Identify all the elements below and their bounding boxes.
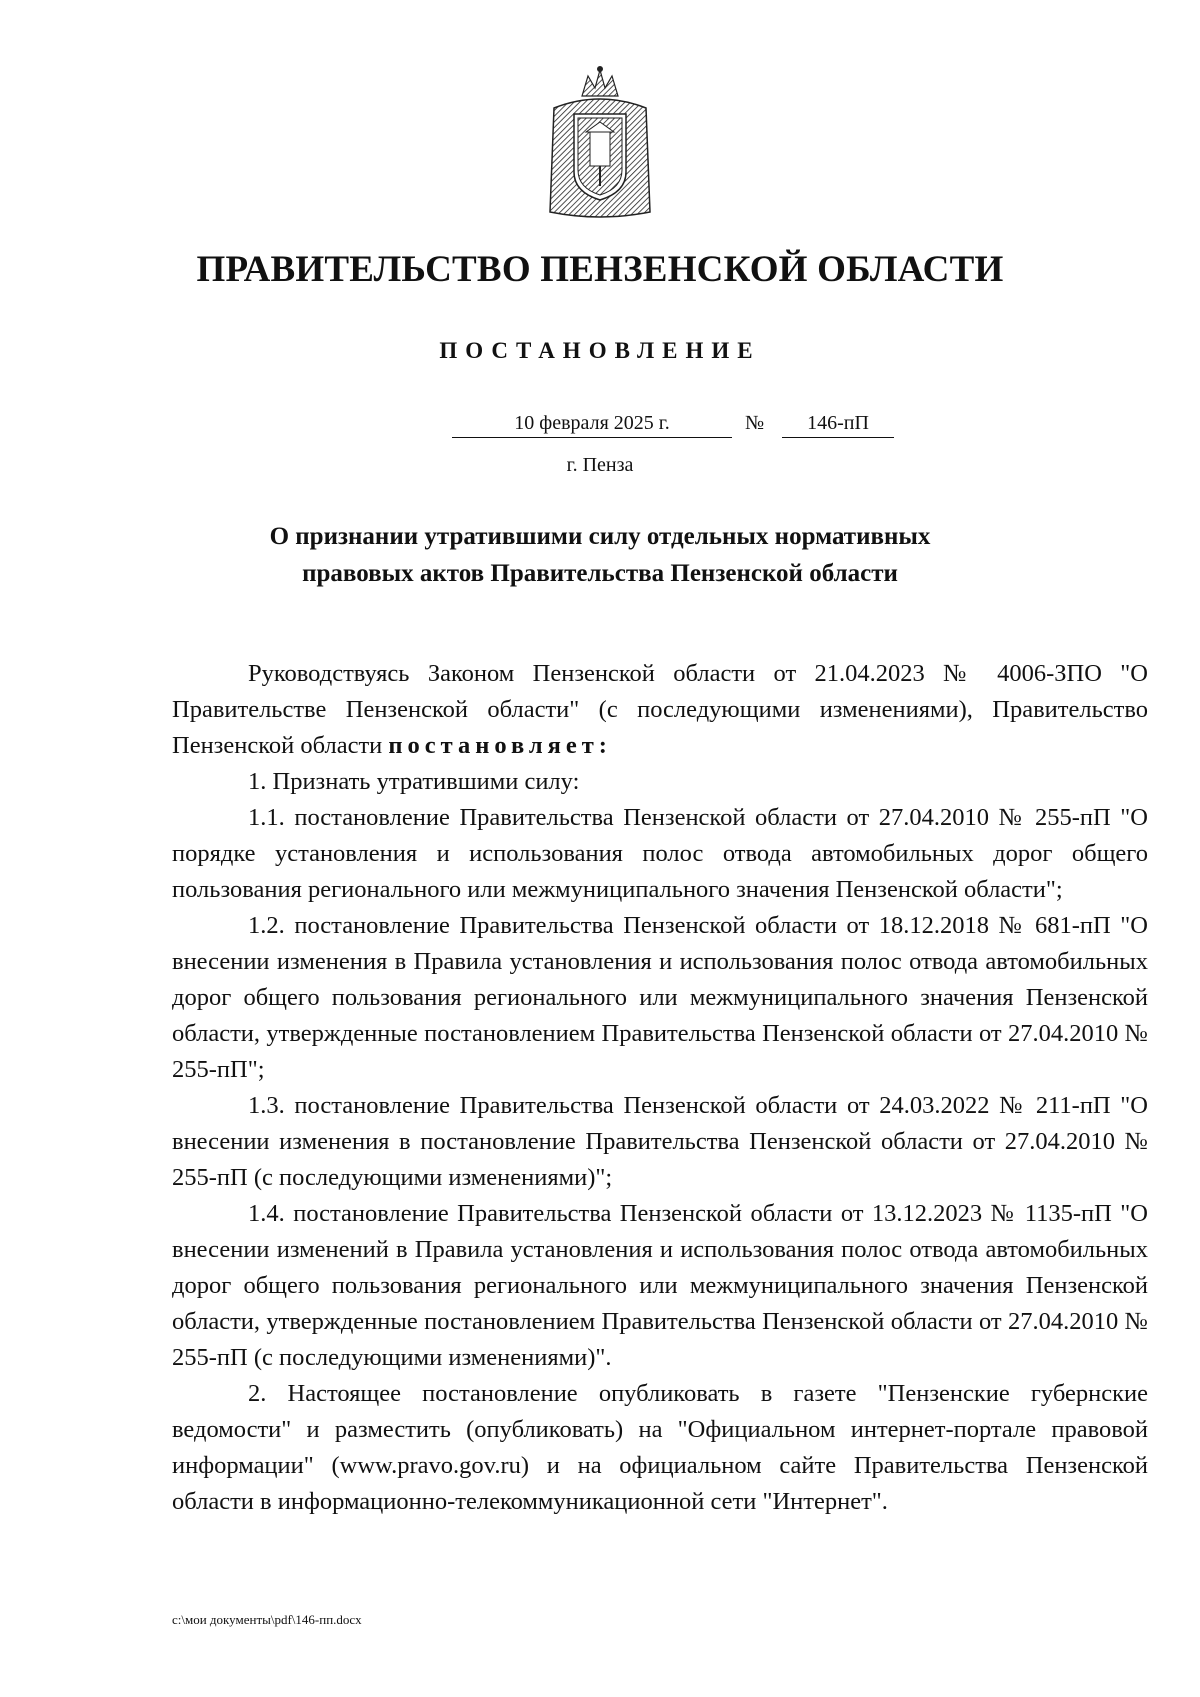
item-1-3: 1.3. постановление Правительства Пензенской области от 24.03.2022 № 211-пП "О внесении изменения в постановление Правительства Пензенской области от 27.04.2010 № 255-пП (с последующими изменениями)"; xyxy=(172,1092,1148,1191)
item-1-2: 1.2. постановление Правительства Пензенской области от 18.12.2018 № 681-пП "О внесении изменения в Правила установления и использования полос отвода автомобильных дорог общего пользования регионального или межмуниципального значения Пензенской области, утвержденные постановлением Правительства Пензенской области от 27.04.2010 № 255-пП"; xyxy=(172,912,1148,1083)
item-1-1: 1.1. постановление Правительства Пензенской области от 27.04.2010 № 255-пП "О порядке установления и использования полос отвода автомобильных дорог общего пользования регионального или межмуниципального значения Пензенской области"; xyxy=(172,804,1148,903)
item-1-4: 1.4. постановление Правительства Пензенской области от 13.12.2023 № 1135-пП "О внесении изменений в Правила установления и использования полос отвода автомобильных дорог общего пользования регионального или межмуниципального значения Пензенской области, утвержденные постановлением Правительства Пензенской области от 27.04.2010 № 255-пП (с последующими изменениями)". xyxy=(172,1200,1148,1371)
heading-line-2: правовых актов Правительства Пензенской области xyxy=(302,560,898,587)
heading-line-1: О признании утратившими силу отдельных нормативных xyxy=(269,523,931,550)
item-1: 1. Признать утратившими силу: xyxy=(248,768,580,795)
organization-title: ПРАВИТЕЛЬСТВО ПЕНЗЕНСКОЙ ОБЛАСТИ xyxy=(196,249,1004,290)
intro-text: Руководствуясь Законом Пензенской области от 21.04.2023 № 4006-ЗПО "О Правительстве Пензенской области" (с последующими изменениями), Правительство Пензенской области xyxy=(172,660,1148,759)
number-sign: № xyxy=(745,412,765,434)
date-number-line xyxy=(0,412,1200,446)
document-number: 146-пП xyxy=(782,412,894,438)
city: г. Пенза xyxy=(566,454,634,476)
document-heading xyxy=(0,518,1200,592)
document-type: ПОСТАНОВЛЕНИЕ xyxy=(439,338,761,363)
coat-of-arms-emblem xyxy=(540,62,660,222)
footer-file-path: c:\мои документы\pdf\146-пп.docx xyxy=(172,1612,362,1627)
document-date: 10 февраля 2025 г. xyxy=(452,412,732,438)
item-2: 2. Настоящее постановление опубликовать в газете "Пензенские губернские ведомости" и разместить (опубликовать) на "Официальном интернет-портале правовой информации" (www.pravo.gov.ru) и на официальном сайте Правительства Пензенской области в информационно-телекоммуникационной сети "Интернет". xyxy=(172,1380,1148,1515)
decree-word: постановляет: xyxy=(388,732,612,759)
intro-paragraph xyxy=(172,656,1148,764)
document-body xyxy=(172,656,1148,1520)
